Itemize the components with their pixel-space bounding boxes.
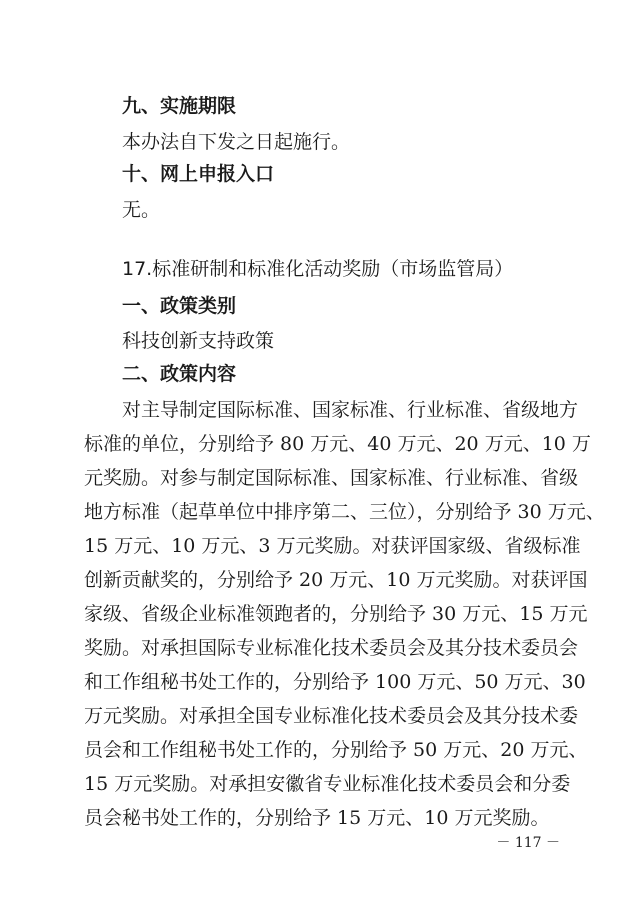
- content-line: 元奖励。对参与制定国际标准、国家标准、行业标准、省级: [84, 467, 579, 489]
- content-line: 员会秘书处工作的，分别给予 15 万元、10 万元奖励。: [84, 807, 550, 829]
- content-line: 创新贡献奖的，分别给予 20 万元、10 万元奖励。对获评国: [84, 569, 588, 591]
- policy-17-title: 17.标准研制和标准化活动奖励（市场监管局）: [122, 258, 514, 280]
- content-line: 和工作组秘书处工作的，分别给予 100 万元、50 万元、30: [84, 671, 586, 693]
- content-line: 万元奖励。对承担全国专业标准化技术委员会及其分技术委: [84, 705, 579, 727]
- content-line: 地方标准（起草单位中排序第二、三位），分别给予 30 万元、: [84, 501, 605, 523]
- category-text: 科技创新支持政策: [122, 330, 275, 352]
- page-number: － 117 －: [496, 835, 560, 851]
- category-heading: 一、政策类别: [122, 295, 237, 317]
- content-line: 标准的单位，分别给予 80 万元、40 万元、20 万元、10 万: [84, 433, 591, 455]
- content-line: 15 万元、10 万元、3 万元奖励。对获评国家级、省级标准: [84, 535, 581, 557]
- content-line: 员会和工作组秘书处工作的，分别给予 50 万元、20 万元、: [84, 739, 588, 761]
- content-line: 奖励。对承担国际专业标准化技术委员会及其分技术委员会: [84, 637, 579, 659]
- content-line: 对主导制定国际标准、国家标准、行业标准、省级地方: [122, 399, 579, 421]
- section-9-heading: 九、实施期限: [122, 95, 237, 117]
- content-line: 15 万元奖励。对承担安徽省专业标准化技术委员会和分委: [84, 773, 571, 795]
- content-line: 家级、省级企业标准领跑者的，分别给予 30 万元、15 万元: [84, 603, 588, 625]
- content-heading: 二、政策内容: [122, 363, 237, 385]
- section-10-text: 无。: [122, 199, 161, 221]
- section-10-heading: 十、网上申报入口: [122, 163, 275, 185]
- section-9-text: 本办法自下发之日起施行。: [122, 131, 351, 153]
